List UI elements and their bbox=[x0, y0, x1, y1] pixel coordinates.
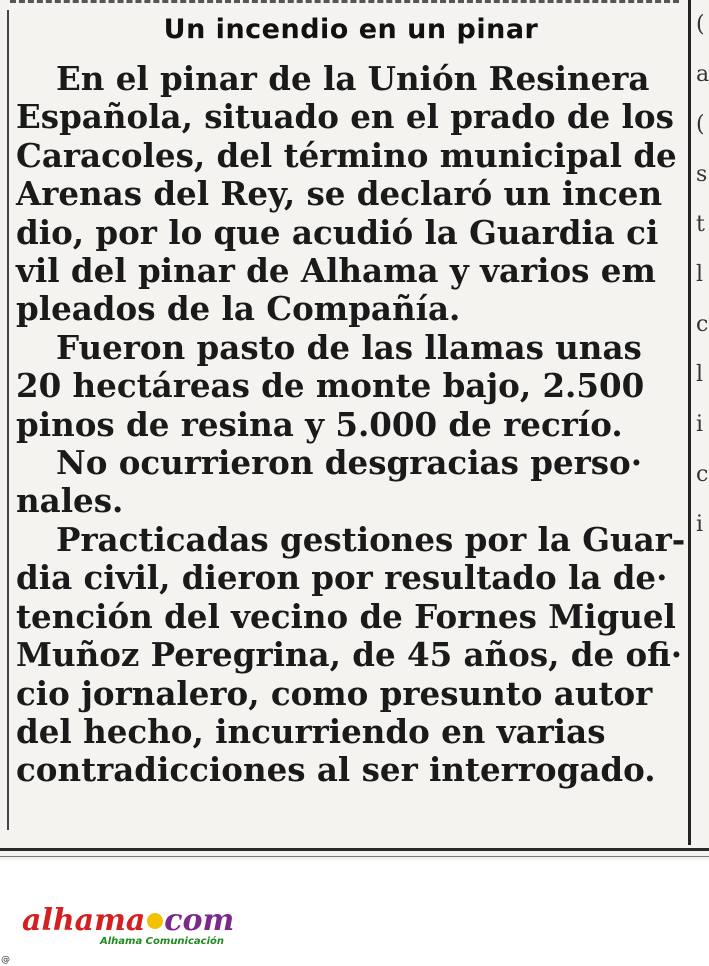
article-line: Muñoz Peregrina, de 45 años, de ofi· bbox=[16, 635, 683, 675]
fragment-glyph: s bbox=[696, 162, 708, 187]
article-line: Española, situado en el prado de los bbox=[16, 97, 674, 137]
article-paragraph bbox=[16, 329, 682, 444]
fragment-glyph: c bbox=[696, 462, 709, 487]
article-body bbox=[16, 59, 686, 790]
article-line: 20 hectáreas de monte bajo, 2.500 bbox=[16, 366, 645, 406]
article-line: No ocurrieron desgracias perso· bbox=[56, 443, 643, 483]
top-rule bbox=[10, 0, 679, 8]
logo-tld: com bbox=[164, 903, 235, 938]
article-line: En el pinar de la Unión Resinera bbox=[56, 59, 650, 98]
fragment-glyph: l bbox=[696, 362, 704, 387]
article-line: Practicadas gestiones por la Guar- bbox=[56, 519, 686, 559]
article-line: nales. bbox=[16, 481, 124, 521]
fragment-glyph: i bbox=[696, 512, 704, 537]
logo-wordmark bbox=[22, 904, 234, 938]
article-line: vil del pinar de Alhama y varios em bbox=[16, 251, 656, 291]
fragment-glyph: c bbox=[696, 312, 709, 337]
fragment-glyph: i bbox=[696, 412, 704, 437]
article-paragraph bbox=[16, 444, 682, 521]
bottom-rule bbox=[0, 848, 709, 857]
fragment-glyph: ( bbox=[696, 112, 705, 137]
logo-dot-icon bbox=[147, 913, 163, 929]
adjacent-column-fragment bbox=[696, 0, 709, 830]
fragment-glyph: a bbox=[696, 62, 709, 87]
article-line: tención del vecino de Fornes Miguel bbox=[16, 596, 676, 636]
article-line: dio, por lo que acudió la Guardia ci bbox=[16, 212, 659, 252]
article-line: pleados de la Compañía. bbox=[16, 289, 461, 329]
article-line: cio jornalero, como presunto autor bbox=[16, 673, 653, 713]
fragment-glyph: ( bbox=[696, 12, 705, 37]
article-line: Arenas del Rey, se declaró un incen bbox=[16, 174, 663, 214]
article-paragraph bbox=[16, 519, 686, 790]
column-divider-rule bbox=[688, 0, 691, 845]
alhama-logo bbox=[22, 904, 262, 954]
logo-word: alhama bbox=[22, 903, 146, 938]
article-line: del hecho, incurriendo en varias bbox=[16, 711, 606, 751]
corner-mark: @ bbox=[1, 955, 10, 965]
article-paragraph bbox=[16, 60, 682, 329]
fragment-glyph: l bbox=[696, 262, 704, 287]
article-line: dia civil, dieron por resultado la de· bbox=[16, 558, 668, 598]
article-line: pinos de resina y 5.000 de recrío. bbox=[16, 404, 623, 444]
article-headline: Un incendio en un pinar bbox=[163, 14, 539, 45]
article-line: contradicciones al ser interrogado. bbox=[16, 750, 656, 790]
article-line: Caracoles, del término municipal de bbox=[16, 135, 677, 175]
left-column-rule bbox=[7, 10, 9, 830]
article-line: Fueron pasto de las llamas unas bbox=[56, 327, 642, 367]
fragment-glyph: t bbox=[696, 212, 705, 237]
logo-tagline: Alhama Comunicación bbox=[100, 936, 224, 947]
